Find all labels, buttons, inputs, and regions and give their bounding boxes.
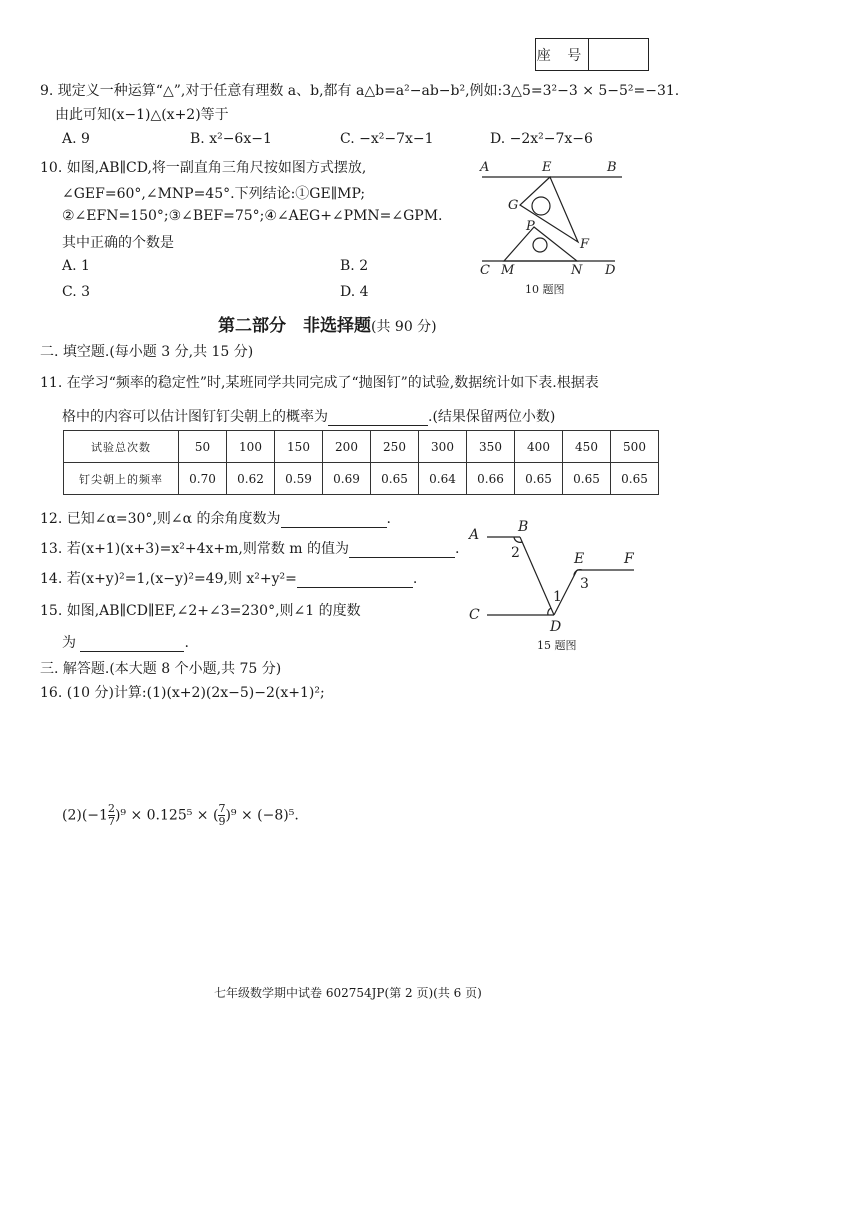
table-cell: 0.65 — [611, 463, 659, 495]
table-cell: 300 — [419, 431, 467, 463]
q10-caption: 10 题图 — [525, 283, 565, 296]
q15-line2 — [62, 632, 189, 652]
q15-answer-blank[interactable] — [80, 635, 184, 652]
q13-end: . — [455, 541, 460, 557]
q16-part1: 16. (10 分)计算:(1)(x+2)(2x−5)−2(x+1)²; — [40, 685, 325, 701]
label-e: E — [542, 160, 552, 175]
q15-figure — [462, 515, 652, 655]
q15-line2-text: 为 — [62, 635, 76, 651]
q14-text: 14. 若(x+y)²=1,(x−y)²=49,则 x²+y²= — [40, 571, 297, 587]
q10-option-c: C. 3 — [62, 284, 91, 300]
fraction-denominator: 7 — [107, 815, 115, 828]
table-header-frequency: 钉尖朝上的频率 — [64, 463, 179, 495]
q10-option-b: B. 2 — [340, 258, 369, 274]
label-e: E — [574, 551, 585, 567]
q14-answer-blank[interactable] — [297, 571, 413, 588]
q11-answer-blank[interactable] — [328, 409, 428, 426]
table-cell: 200 — [323, 431, 371, 463]
label-p: P — [526, 219, 535, 234]
q10-line2: ∠GEF=60°,∠MNP=45°.下列结论:①GE∥MP; — [62, 186, 366, 202]
q10-line3: ②∠EFN=150°;③∠BEF=75°;④∠AEG+∠PMN=∠GPM. — [62, 208, 443, 224]
q10-option-a: A. 1 — [62, 258, 90, 274]
table-row — [64, 431, 659, 463]
q13 — [40, 538, 460, 558]
fraction-2-7 — [108, 803, 115, 828]
q16-part2-c: )⁹ × (−8)⁵. — [225, 807, 299, 824]
line-bd — [520, 537, 554, 615]
label-1: 1 — [553, 589, 562, 605]
q9-option-a: A. 9 — [62, 131, 90, 147]
table-cell: 450 — [563, 431, 611, 463]
table-cell: 100 — [227, 431, 275, 463]
triangle-hole-2 — [533, 238, 547, 252]
label-f: F — [580, 237, 590, 252]
table-cell: 250 — [371, 431, 419, 463]
section2-heading: 二. 填空题.(每小题 3 分,共 15 分) — [40, 344, 254, 360]
label-a: A — [480, 160, 490, 175]
label-n: N — [571, 263, 583, 278]
q16-part2-a: (2)(−1 — [62, 807, 108, 824]
part2-heading — [218, 311, 437, 336]
triangle-hole-1 — [532, 197, 550, 215]
q15-line1: 15. 如图,AB∥CD∥EF,∠2+∠3=230°,则∠1 的度数 — [40, 603, 361, 619]
q9-option-b: B. x²−6x−1 — [190, 131, 272, 147]
angle-1-arc — [548, 608, 551, 615]
q10-figure — [470, 155, 630, 305]
table-cell: 0.69 — [323, 463, 371, 495]
q10-option-d: D. 4 — [340, 284, 369, 300]
fraction-denominator: 9 — [218, 815, 226, 828]
label-g: G — [508, 198, 519, 213]
label-3: 3 — [580, 576, 589, 592]
q9-line1: 9. 现定义一种运算“△”,对于任意有理数 a、b,都有 a△b=a²−ab−b²,例如:3△5=3²−3 × 5−5²=−31. — [40, 83, 680, 99]
label-b: B — [607, 160, 617, 175]
table-cell: 500 — [611, 431, 659, 463]
q9-line2: 由此可知(x−1)△(x+2)等于 — [55, 107, 229, 123]
q10-line1: 10. 如图,AB∥CD,将一副直角三角尺按如图方式摆放, — [40, 160, 367, 176]
q13-answer-blank[interactable] — [349, 541, 455, 558]
part2-score: (共 90 分) — [371, 319, 437, 335]
table-header-trials: 试验总次数 — [64, 431, 179, 463]
label-c: C — [480, 263, 490, 278]
table-cell: 50 — [179, 431, 227, 463]
q12 — [40, 508, 391, 528]
table-cell: 0.66 — [467, 463, 515, 495]
q12-answer-blank[interactable] — [281, 511, 387, 528]
fraction-numerator: 2 — [107, 802, 115, 815]
seat-number-label: 座 号 — [536, 39, 589, 70]
label-2: 2 — [511, 545, 520, 561]
table-cell: 0.65 — [371, 463, 419, 495]
table-cell: 150 — [275, 431, 323, 463]
label-b: B — [518, 519, 529, 535]
label-d: D — [605, 263, 616, 278]
table-cell: 0.65 — [563, 463, 611, 495]
q11-line1: 11. 在学习“频率的稳定性”时,某班同学共同完成了“抛图钉”的试验,数据统计如下表.根据表 — [40, 375, 599, 391]
q11-line2 — [62, 406, 555, 426]
part2-title: 第二部分 非选择题 — [218, 316, 371, 336]
q12-end: . — [386, 511, 391, 527]
q10-line4: 其中正确的个数是 — [62, 235, 174, 251]
q15-caption: 15 题图 — [537, 639, 577, 652]
seat-number-box — [535, 38, 649, 71]
table-cell: 350 — [467, 431, 515, 463]
q11-line2-tail: .(结果保留两位小数) — [428, 409, 556, 425]
table-cell: 0.59 — [275, 463, 323, 495]
table-cell: 0.62 — [227, 463, 275, 495]
table-cell: 0.70 — [179, 463, 227, 495]
section3-heading: 三. 解答题.(本大题 8 个小题,共 75 分) — [40, 661, 282, 677]
label-a: A — [469, 527, 480, 543]
label-d: D — [550, 619, 562, 635]
q12-text: 12. 已知∠α=30°,则∠α 的余角度数为 — [40, 511, 281, 527]
q16-part2 — [62, 803, 299, 828]
fraction-numerator: 7 — [218, 802, 226, 815]
table-row — [64, 463, 659, 495]
label-m: M — [501, 263, 515, 278]
q11-line2-text: 格中的内容可以估计图钉钉尖朝上的概率为 — [62, 409, 328, 425]
q9-option-c: C. −x²−7x−1 — [340, 131, 434, 147]
q13-text: 13. 若(x+1)(x+3)=x²+4x+m,则常数 m 的值为 — [40, 541, 350, 557]
label-c: C — [469, 607, 480, 623]
q15-end: . — [184, 635, 189, 651]
q11-frequency-table — [63, 430, 659, 495]
table-cell: 400 — [515, 431, 563, 463]
triangle-mpn — [504, 227, 577, 261]
label-f: F — [624, 551, 634, 567]
table-cell: 0.64 — [419, 463, 467, 495]
q16-part2-b: )⁹ × 0.125⁵ × ( — [114, 807, 219, 824]
q9-option-d: D. −2x²−7x−6 — [490, 131, 593, 147]
page-footer: 七年级数学期中试卷 602754JP(第 2 页)(共 6 页) — [214, 986, 482, 1000]
seat-number-field[interactable] — [589, 39, 648, 70]
q14-end: . — [412, 571, 418, 587]
table-cell: 0.65 — [515, 463, 563, 495]
q14 — [40, 568, 417, 588]
